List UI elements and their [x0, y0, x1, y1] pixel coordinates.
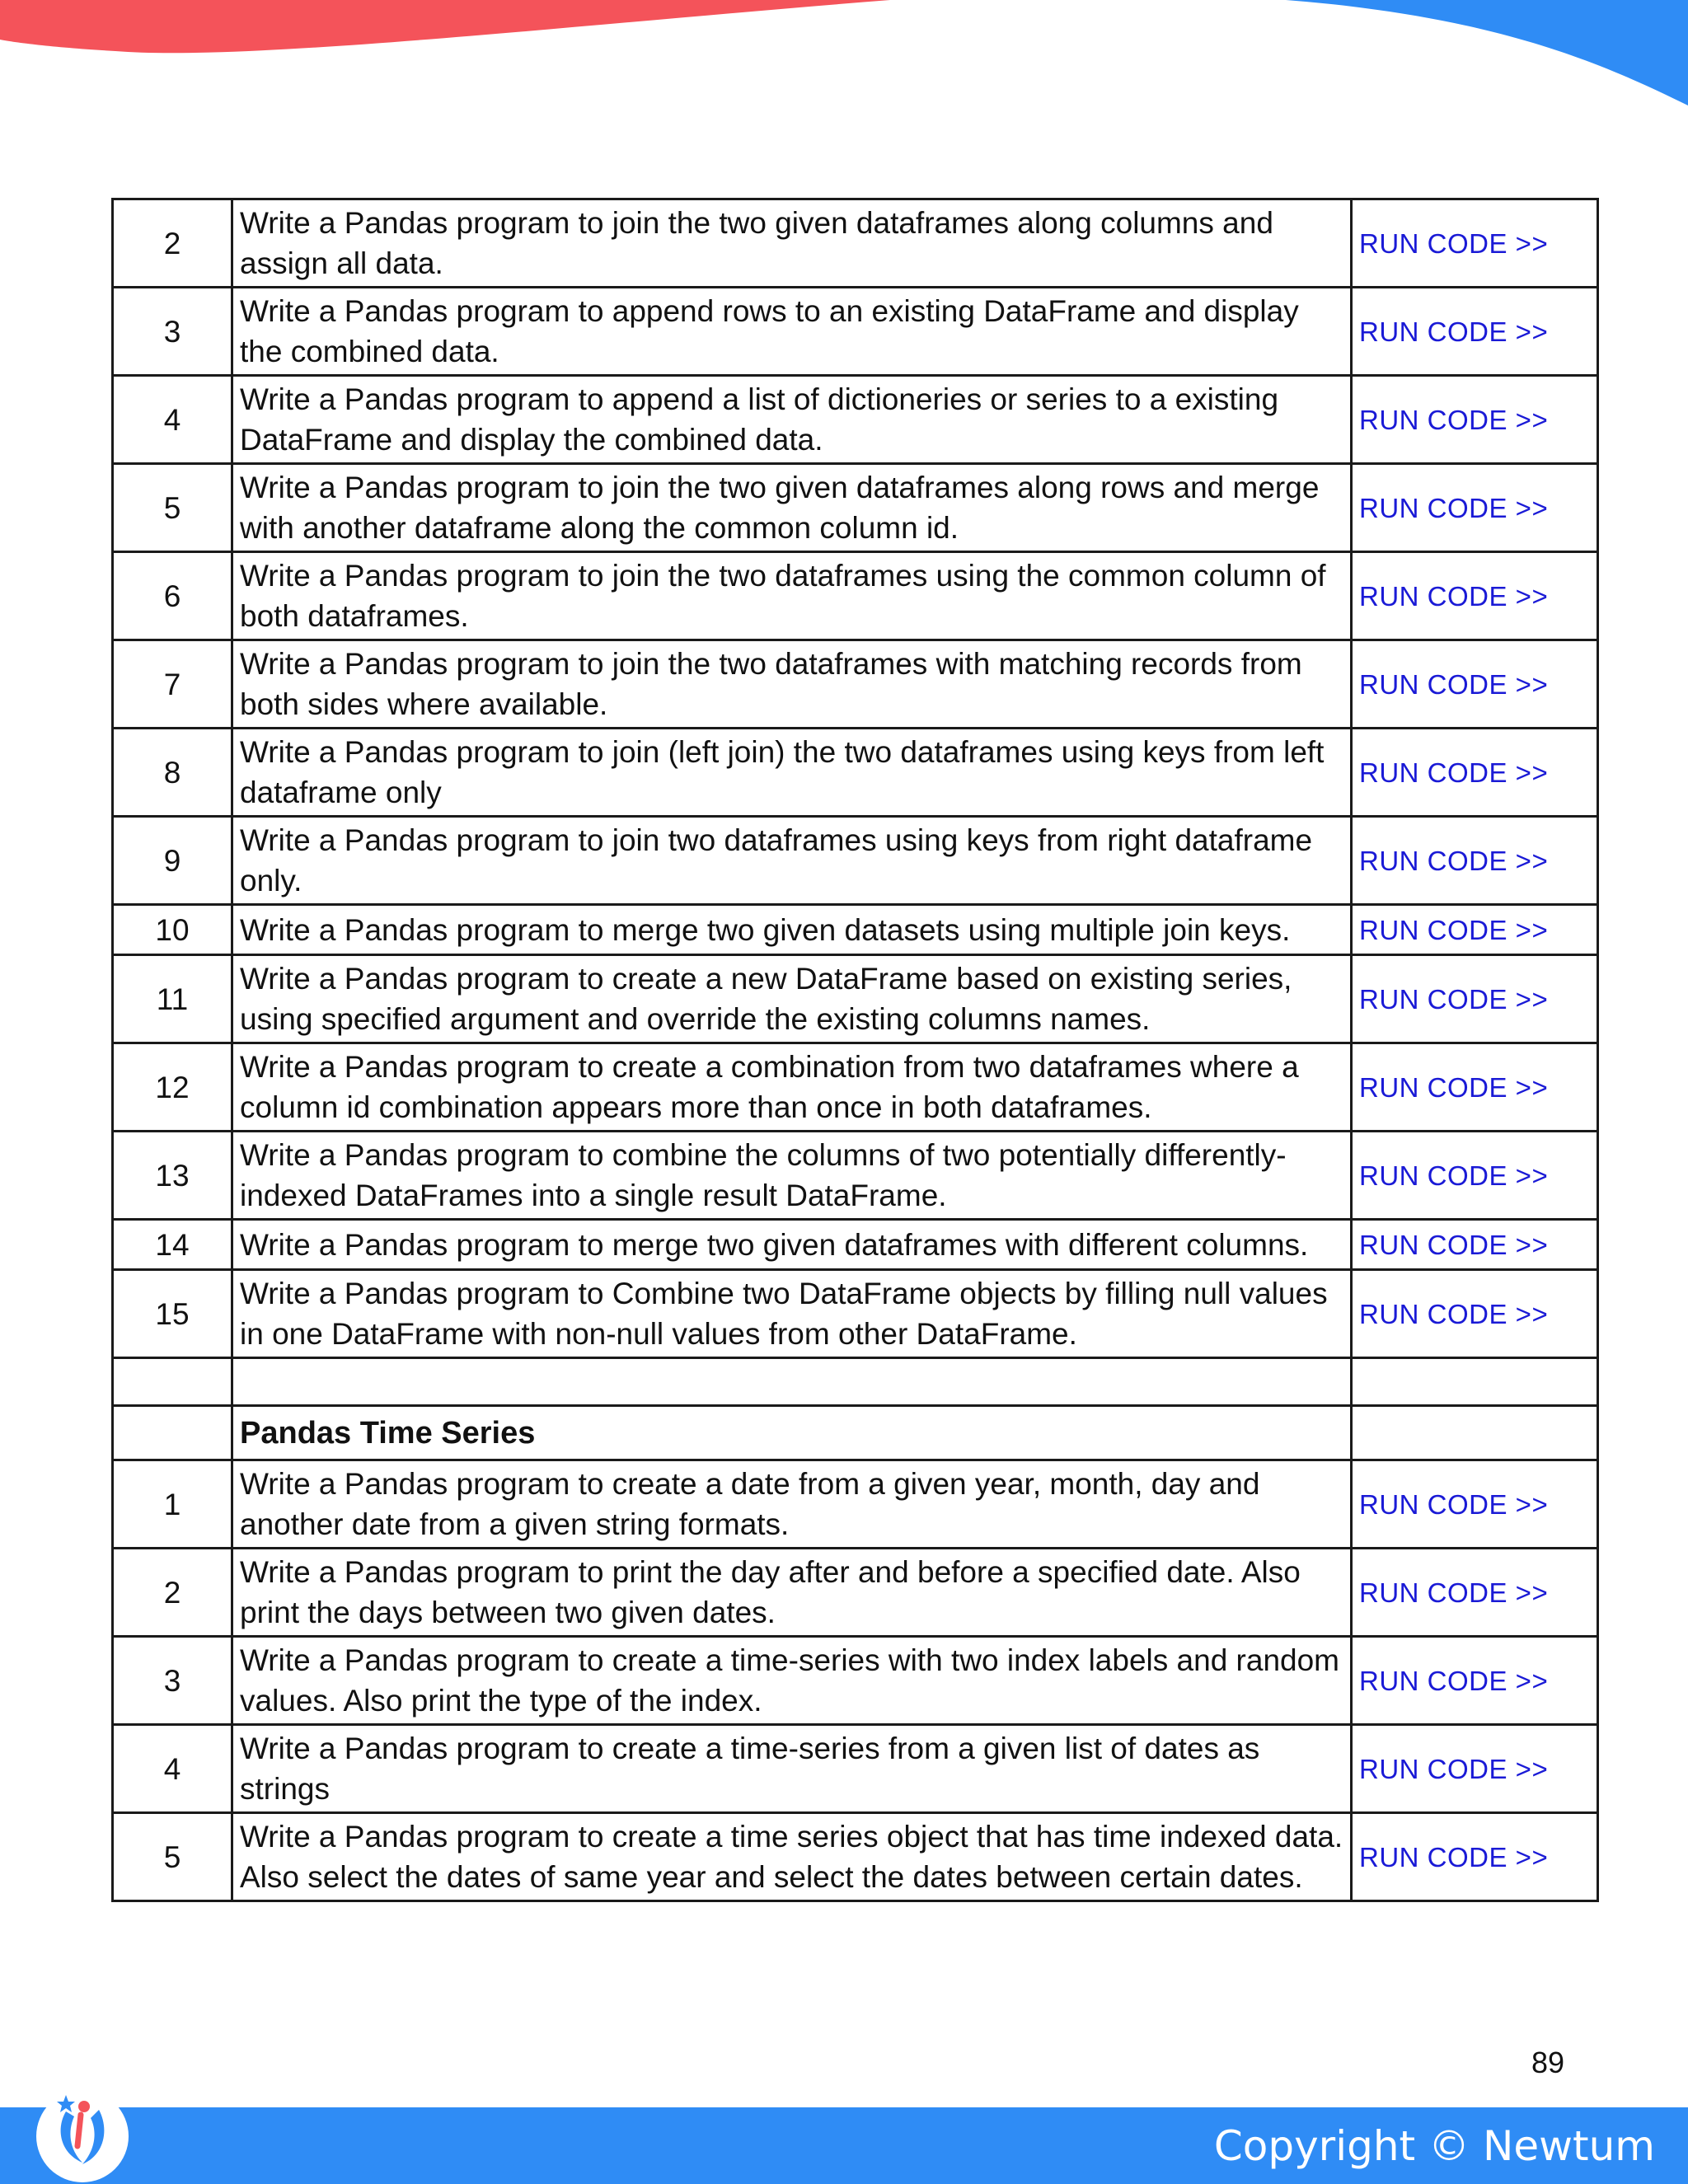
- run-code-cell: [1352, 1725, 1598, 1813]
- table-row: [113, 1043, 1598, 1132]
- table-row: [113, 955, 1598, 1043]
- run-code-cell: [1352, 1637, 1598, 1725]
- exercise-number: 1: [113, 1460, 232, 1549]
- page-number: 89: [1531, 2046, 1564, 2079]
- run-code-cell: [1352, 552, 1598, 640]
- run-code-link[interactable]: RUN CODE >>: [1359, 1299, 1549, 1329]
- table-row: [113, 1725, 1598, 1813]
- exercise-description: Write a Pandas program to create a time series object that has time indexed data. Also select the dates of same year and select the dates between certain dates.: [232, 1813, 1352, 1901]
- exercise-number: 4: [113, 1725, 232, 1813]
- exercise-description: Write a Pandas program to merge two given dataframes with different columns.: [232, 1220, 1352, 1270]
- run-code-cell: [1352, 1460, 1598, 1549]
- exercise-number: 11: [113, 955, 232, 1043]
- run-code-link[interactable]: RUN CODE >>: [1359, 984, 1549, 1015]
- run-code-link[interactable]: RUN CODE >>: [1359, 1754, 1549, 1784]
- table-row: [113, 905, 1598, 955]
- exercise-description: Write a Pandas program to create a new DataFrame based on existing series, using specified argument and override the existing columns names.: [232, 955, 1352, 1043]
- exercise-description: Write a Pandas program to Combine two DataFrame objects by filling null values in one DataFrame with non-null values from other DataFrame.: [232, 1270, 1352, 1358]
- exercise-description: Write a Pandas program to join the two dataframes with matching records from both sides where available.: [232, 640, 1352, 729]
- table-row: [113, 817, 1598, 905]
- run-code-link[interactable]: RUN CODE >>: [1359, 1577, 1549, 1608]
- run-code-cell: [1352, 905, 1598, 955]
- exercise-number: 4: [113, 376, 232, 464]
- run-code-link[interactable]: RUN CODE >>: [1359, 493, 1549, 523]
- exercise-table: [111, 198, 1599, 1902]
- table-row: [113, 199, 1598, 288]
- run-code-link[interactable]: RUN CODE >>: [1359, 1489, 1549, 1520]
- table-row: [113, 1132, 1598, 1220]
- run-code-cell: [1352, 1549, 1598, 1637]
- run-code-link[interactable]: RUN CODE >>: [1359, 228, 1549, 259]
- table-row: [113, 376, 1598, 464]
- section-title: Pandas Time Series: [240, 1415, 536, 1451]
- run-code-cell: [1352, 1813, 1598, 1901]
- table-row: [113, 1637, 1598, 1725]
- exercise-number: 2: [113, 199, 232, 288]
- run-code-link[interactable]: RUN CODE >>: [1359, 1842, 1549, 1872]
- run-code-cell: [1352, 729, 1598, 817]
- table-row: [113, 552, 1598, 640]
- exercise-number: 6: [113, 552, 232, 640]
- run-code-link[interactable]: RUN CODE >>: [1359, 915, 1549, 945]
- exercise-description: Write a Pandas program to join the two dataframes using the common column of both dataframes.: [232, 552, 1352, 640]
- exercise-description: Write a Pandas program to combine the columns of two potentially differently-indexed DataFrames into a single result DataFrame.: [232, 1132, 1352, 1220]
- table-row: [113, 464, 1598, 552]
- copyright-text: Copyright © Newtum: [1213, 2122, 1655, 2170]
- run-code-cell: [1352, 199, 1598, 288]
- run-code-link[interactable]: RUN CODE >>: [1359, 1666, 1549, 1696]
- table-row: [113, 1220, 1598, 1270]
- run-code-link[interactable]: RUN CODE >>: [1359, 316, 1549, 347]
- table-row: [113, 1460, 1598, 1549]
- exercise-number: 10: [113, 905, 232, 955]
- run-code-cell: [1352, 464, 1598, 552]
- table-row: [113, 288, 1598, 376]
- exercise-number: 13: [113, 1132, 232, 1220]
- exercise-number: 5: [113, 464, 232, 552]
- exercise-number: 15: [113, 1270, 232, 1358]
- run-code-link[interactable]: RUN CODE >>: [1359, 1160, 1549, 1191]
- exercise-description: Write a Pandas program to create a time-series with two index labels and random values. Also print the type of the index.: [232, 1637, 1352, 1725]
- run-code-cell: [1352, 955, 1598, 1043]
- run-code-cell: [1352, 1220, 1598, 1270]
- exercise-description: Write a Pandas program to create a combination from two dataframes where a column id combination appears more than once in both dataframes.: [232, 1043, 1352, 1132]
- exercise-description: Write a Pandas program to merge two given datasets using multiple join keys.: [232, 905, 1352, 955]
- exercise-number: 2: [113, 1549, 232, 1637]
- exercise-description: Write a Pandas program to print the day after and before a specified date. Also print the days between two given dates.: [232, 1549, 1352, 1637]
- run-code-link[interactable]: RUN CODE >>: [1359, 757, 1549, 788]
- blank-row: [113, 1358, 1598, 1406]
- section-header-row: [113, 1406, 1598, 1460]
- run-code-cell: [1352, 288, 1598, 376]
- table-row: [113, 1549, 1598, 1637]
- run-code-cell: [1352, 640, 1598, 729]
- table-row: [113, 640, 1598, 729]
- time-series-section: [113, 1460, 1598, 1901]
- merge-join-section: [113, 199, 1598, 1358]
- exercise-number: 8: [113, 729, 232, 817]
- exercise-description: Write a Pandas program to join two dataframes using keys from right dataframe only.: [232, 817, 1352, 905]
- exercise-number: 3: [113, 288, 232, 376]
- exercise-description: Write a Pandas program to append rows to an existing DataFrame and display the combined data.: [232, 288, 1352, 376]
- exercise-description: Write a Pandas program to create a time-series from a given list of dates as strings: [232, 1725, 1352, 1813]
- run-code-cell: [1352, 1043, 1598, 1132]
- exercise-description: Write a Pandas program to create a date from a given year, month, day and another date from a given string formats.: [232, 1460, 1352, 1549]
- run-code-cell: [1352, 1132, 1598, 1220]
- exercise-number: 7: [113, 640, 232, 729]
- exercise-description: Write a Pandas program to append a list of dictioneries or series to a existing DataFrame and display the combined data.: [232, 376, 1352, 464]
- table-row: [113, 1813, 1598, 1901]
- run-code-link[interactable]: RUN CODE >>: [1359, 405, 1549, 435]
- table-row: [113, 1270, 1598, 1358]
- exercise-number: 9: [113, 817, 232, 905]
- exercise-number: 14: [113, 1220, 232, 1270]
- exercise-description: Write a Pandas program to join the two given dataframes along columns and assign all data.: [232, 199, 1352, 288]
- run-code-link[interactable]: RUN CODE >>: [1359, 669, 1549, 700]
- run-code-link[interactable]: RUN CODE >>: [1359, 846, 1549, 876]
- run-code-link[interactable]: RUN CODE >>: [1359, 1072, 1549, 1103]
- run-code-cell: [1352, 376, 1598, 464]
- header-wave-decoration: [0, 0, 1688, 115]
- table-row: [113, 729, 1598, 817]
- run-code-link[interactable]: RUN CODE >>: [1359, 581, 1549, 612]
- exercise-number: 12: [113, 1043, 232, 1132]
- exercise-description: Write a Pandas program to join (left join) the two dataframes using keys from left dataframe only: [232, 729, 1352, 817]
- exercise-description: Write a Pandas program to join the two given dataframes along rows and merge with another dataframe along the common column id.: [232, 464, 1352, 552]
- run-code-cell: [1352, 1270, 1598, 1358]
- run-code-link[interactable]: RUN CODE >>: [1359, 1230, 1549, 1260]
- run-code-cell: [1352, 817, 1598, 905]
- exercise-number: 5: [113, 1813, 232, 1901]
- exercise-number: 3: [113, 1637, 232, 1725]
- newtum-logo-icon: [23, 2077, 130, 2184]
